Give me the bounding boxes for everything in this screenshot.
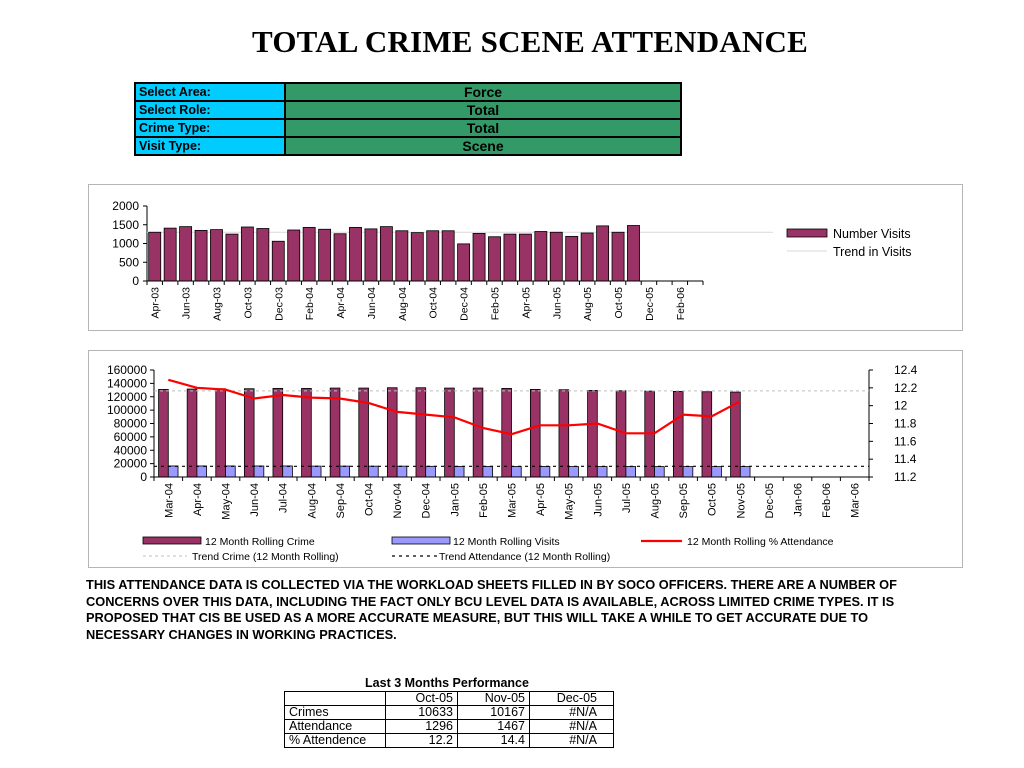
y-tick-label: 140000: [106, 376, 147, 391]
legend-swatch-visits: [392, 537, 450, 544]
crime-type-select[interactable]: Total: [285, 119, 681, 137]
y2-tick-label: 12: [894, 398, 908, 413]
table-header-cell: Oct-05: [386, 692, 458, 706]
bar-rolling-crime: [273, 388, 283, 477]
x-tick-label: Oct-04: [363, 483, 376, 517]
bar-number-visits: [349, 227, 361, 281]
x-tick-label: Jul-04: [277, 483, 290, 513]
data-note: THIS ATTENDANCE DATA IS COLLECTED VIA THE WORKLOAD SHEETS FILLED IN BY SOCO OFFICERS. THERE ARE A NUMBER OF CONCERNS OVER THIS DATA, INCLUDING THE FACT ONLY BCU LEVEL DATA IS AVAILABLE, ACROSS LIMITED CRIME TYPES. IT IS PROPOSED THAT CIS BE USED AS A MORE ACCURATE MEASURE, BUT THIS WILL TAKE A WHILE TO GET ACCURATE DUE TO NECESSARY CHANGES IN WORKING PRACTICES.: [86, 577, 897, 642]
visits-chart: [89, 185, 962, 330]
x-tick-label: Dec-04: [458, 287, 471, 321]
selector-label: Select Role:: [135, 101, 285, 119]
bar-number-visits: [380, 227, 392, 281]
x-tick-label: Dec-03: [273, 287, 286, 321]
table-cell: Attendance: [285, 720, 386, 734]
table-cell: #N/A: [530, 720, 614, 734]
y2-tick-label: 11.2: [894, 470, 917, 484]
x-tick-label: Oct-05: [613, 287, 626, 319]
x-tick-label: Apr-05: [535, 483, 548, 517]
table-cell: 12.2: [386, 734, 458, 748]
y-tick-label: 100000: [106, 403, 147, 418]
bar-number-visits: [164, 228, 176, 281]
role-select[interactable]: Total: [285, 101, 681, 119]
table-header-cell: [285, 692, 386, 706]
x-tick-label: Dec-04: [420, 483, 433, 519]
y2-tick-label: 12.4: [894, 363, 918, 377]
bar-number-visits: [550, 232, 562, 281]
bar-rolling-crime: [159, 389, 169, 477]
x-tick-label: Feb-05: [477, 483, 490, 518]
bar-rolling-visits: [426, 466, 436, 477]
y-tick-label: 500: [118, 255, 139, 270]
selector-row-role: [135, 101, 681, 119]
y-tick-label: 1500: [112, 217, 139, 232]
bar-number-visits: [519, 234, 531, 281]
y-tick-label: 1000: [112, 236, 139, 251]
bar-rolling-visits: [454, 466, 464, 477]
bar-number-visits: [535, 232, 547, 282]
bar-rolling-crime: [530, 389, 540, 477]
area-select[interactable]: Force: [285, 83, 681, 101]
bar-number-visits: [411, 233, 423, 281]
bar-number-visits: [334, 234, 346, 281]
x-tick-label: Apr-03: [149, 287, 162, 319]
bar-rolling-crime: [588, 390, 598, 477]
table-cell: #N/A: [530, 706, 614, 720]
bar-rolling-crime: [244, 389, 254, 477]
bar-number-visits: [195, 230, 207, 281]
y-tick-label: 40000: [113, 443, 147, 458]
x-tick-label: Mar-05: [506, 483, 519, 518]
y-tick-label: 20000: [113, 456, 147, 471]
x-tick-label: Feb-04: [304, 287, 317, 321]
y-tick-label: 60000: [113, 429, 147, 444]
x-tick-label: Feb-06: [821, 483, 834, 518]
bar-rolling-visits: [655, 467, 665, 477]
bar-number-visits: [149, 232, 161, 281]
bar-rolling-crime: [702, 392, 712, 477]
bar-number-visits: [288, 230, 300, 281]
x-tick-label: Mar-06: [849, 483, 862, 518]
y-tick-label: 120000: [106, 389, 147, 404]
legend-label: Trend Crime (12 Month Rolling): [192, 551, 339, 563]
bar-rolling-visits: [512, 466, 522, 477]
bar-number-visits: [442, 231, 454, 281]
rolling-chart-panel: [88, 350, 963, 568]
rolling-chart: [89, 351, 962, 567]
y-tick-label: 160000: [106, 363, 147, 377]
selector-row-crime-type: [135, 119, 681, 137]
table-header-cell: Nov-05: [458, 692, 530, 706]
selector-label: Crime Type:: [135, 119, 285, 137]
bar-rolling-crime: [673, 391, 683, 477]
bar-rolling-visits: [540, 466, 550, 477]
x-tick-label: Mar-04: [163, 483, 176, 518]
legend-label: 12 Month Rolling Visits: [453, 536, 560, 548]
y-tick-label: 0: [140, 470, 147, 484]
x-tick-label: Oct-03: [242, 287, 255, 319]
y2-tick-label: 12.2: [894, 380, 918, 395]
page-title: TOTAL CRIME SCENE ATTENDANCE: [252, 24, 808, 59]
y-tick-label: 80000: [113, 416, 147, 431]
performance-table: [284, 691, 614, 748]
x-tick-label: Jun-05: [551, 287, 564, 320]
legend-swatch-crime: [143, 537, 201, 544]
bar-rolling-visits: [168, 466, 178, 477]
table-cell: 10633: [386, 706, 458, 720]
bar-rolling-visits: [569, 467, 579, 477]
y-tick-label: 2000: [112, 199, 139, 213]
performance-title: Last 3 Months Performance: [365, 676, 529, 690]
x-tick-label: Aug-05: [649, 483, 662, 519]
y-tick-label: 0: [132, 274, 139, 288]
x-tick-label: Jan-05: [449, 483, 462, 517]
bar-number-visits: [627, 226, 639, 282]
bar-rolling-visits: [397, 466, 407, 477]
bar-rolling-visits: [311, 466, 321, 477]
x-tick-label: May-04: [220, 483, 233, 520]
legend-label: 12 Month Rolling Crime: [205, 536, 315, 548]
table-cell: Crimes: [285, 706, 386, 720]
bar-number-visits: [597, 226, 609, 281]
legend-label: Number Visits: [833, 227, 911, 241]
bar-rolling-crime: [559, 390, 569, 477]
table-cell: 1296: [386, 720, 458, 734]
bar-number-visits: [241, 227, 253, 281]
x-tick-label: Oct-05: [706, 483, 719, 517]
bar-rolling-visits: [369, 466, 379, 477]
table-row: [285, 734, 614, 748]
table-cell: 1467: [458, 720, 530, 734]
bar-rolling-crime: [330, 388, 340, 477]
x-tick-label: Jan-06: [792, 483, 805, 517]
table-header-cell: Dec-05: [530, 692, 614, 706]
table-cell: 14.4: [458, 734, 530, 748]
bar-number-visits: [473, 233, 485, 281]
selector-table: [134, 82, 682, 156]
bar-rolling-crime: [187, 389, 197, 477]
bar-rolling-visits: [597, 467, 607, 477]
x-tick-label: Apr-05: [520, 287, 533, 319]
x-tick-label: Dec-05: [763, 483, 776, 519]
x-tick-label: Jul-05: [620, 483, 633, 513]
visit-type-select[interactable]: Scene: [285, 137, 681, 155]
x-tick-label: Nov-05: [735, 483, 748, 519]
x-tick-label: Apr-04: [191, 483, 204, 517]
bar-rolling-crime: [416, 388, 426, 477]
y2-tick-label: 11.4: [894, 452, 917, 467]
bar-number-visits: [581, 233, 593, 281]
bar-number-visits: [504, 234, 516, 281]
bar-rolling-crime: [302, 388, 312, 477]
bar-rolling-crime: [473, 388, 483, 477]
bar-rolling-visits: [740, 467, 750, 477]
x-tick-label: Aug-04: [306, 483, 319, 519]
visits-chart-panel: [88, 184, 963, 331]
bar-number-visits: [257, 229, 269, 282]
bar-number-visits: [396, 231, 408, 281]
bar-rolling-visits: [483, 466, 493, 477]
legend-label: Trend Attendance (12 Month Rolling): [439, 551, 611, 563]
bar-number-visits: [272, 241, 284, 281]
x-tick-label: Aug-04: [396, 287, 409, 321]
x-tick-label: Jun-05: [592, 483, 605, 517]
bar-rolling-visits: [283, 466, 293, 477]
x-tick-label: Jun-04: [249, 483, 262, 517]
bar-rolling-crime: [387, 388, 397, 477]
y2-tick-label: 11.8: [894, 416, 917, 431]
selector-row-visit-type: [135, 137, 681, 155]
x-tick-label: Sep-04: [334, 483, 347, 519]
x-tick-label: Apr-04: [335, 287, 348, 319]
x-tick-label: Jun-04: [365, 287, 378, 320]
x-tick-label: Oct-04: [427, 287, 440, 319]
legend-label: Trend in Visits: [833, 245, 912, 259]
bar-rolling-visits: [254, 466, 264, 477]
bar-number-visits: [180, 227, 192, 281]
bar-number-visits: [210, 230, 222, 281]
table-row: [285, 720, 614, 734]
x-tick-label: Feb-05: [489, 287, 502, 321]
bar-number-visits: [488, 237, 500, 281]
bar-rolling-visits: [712, 467, 722, 477]
bar-rolling-visits: [626, 467, 636, 477]
x-tick-label: Feb-06: [674, 287, 687, 321]
bar-number-visits: [303, 227, 315, 281]
legend-swatch-visits: [787, 229, 827, 237]
selector-label: Visit Type:: [135, 137, 285, 155]
bar-number-visits: [226, 234, 238, 281]
selector-label: Select Area:: [135, 83, 285, 101]
table-cell: #N/A: [530, 734, 614, 748]
table-row: [285, 706, 614, 720]
x-tick-label: May-05: [563, 483, 576, 520]
legend-label: 12 Month Rolling % Attendance: [687, 536, 834, 548]
x-tick-label: Jun-03: [180, 287, 193, 320]
x-tick-label: Dec-05: [643, 287, 656, 321]
x-tick-label: Aug-03: [211, 287, 224, 321]
bar-rolling-visits: [197, 466, 207, 477]
table-cell: 10167: [458, 706, 530, 720]
table-cell: % Attendence: [285, 734, 386, 748]
bar-number-visits: [427, 231, 439, 281]
table-header-row: [285, 692, 614, 706]
bar-rolling-crime: [216, 389, 226, 477]
bar-number-visits: [458, 244, 470, 281]
bar-rolling-visits: [226, 466, 236, 477]
bar-number-visits: [612, 232, 624, 281]
bar-rolling-crime: [445, 388, 455, 477]
bar-number-visits: [319, 229, 331, 281]
selector-row-area: [135, 83, 681, 101]
x-tick-label: Nov-04: [392, 483, 405, 519]
bar-number-visits: [566, 236, 578, 281]
bar-rolling-visits: [340, 466, 350, 477]
bar-rolling-visits: [683, 467, 693, 477]
bar-number-visits: [365, 229, 377, 281]
x-tick-label: Sep-05: [678, 483, 691, 519]
y2-tick-label: 11.6: [894, 434, 917, 449]
x-tick-label: Aug-05: [582, 287, 595, 321]
